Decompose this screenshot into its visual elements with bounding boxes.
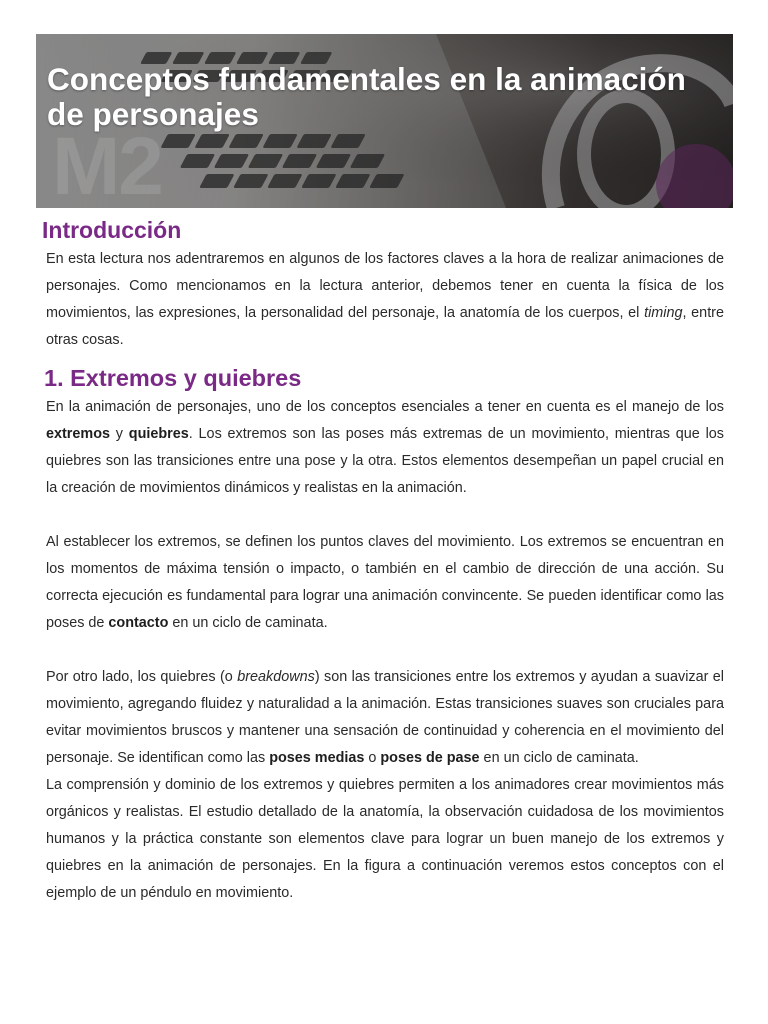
intro-text-a: En esta lectura nos adentraremos en algunos de los factores claves a la hora de realizar animaciones de personajes. Como mencionamos en la lectura anterior, debemos tener en cuenta la física de los movimientos, las expresiones, la personalidad del personaje, la anatomía de los cuerpos, el [46,251,724,321]
s1p3-text-a: Por otro lado, los quiebres (o [46,669,238,685]
term-poses-medias: poses medias [269,750,365,766]
page-title: Conceptos fundamentales en la animación de personajes [47,61,686,132]
header-banner [36,34,733,208]
term-breakdowns: breakdowns [237,669,315,685]
s1p1-text-b: . Los extremos son las poses más extremas de un movimiento, mientras que los quiebres son las transiciones entre una pose y la otra. Estos elementos desempeñan un papel crucial en la creación de movimientos dinámicos y realistas en la animación. [46,426,724,496]
term-contacto: contacto [108,615,169,631]
s1p3-text-o: o [364,750,381,766]
section-1-paragraph-4: La comprensión y dominio de los extremos y quiebres permiten a los animadores crear movimientos más orgánicos y realistas. El estudio detallado de la anatomía, la observación cuidadosa de los movimientos humanos y la práctica constante son elementos clave para lograr un buen manejo de los extremos y quiebres en la animación de personajes. En la figura a continuación veremos estos conceptos con el ejemplo de un péndulo en movimiento. [46,777,724,901]
s1p2-text-b: en un ciclo de caminata. [168,615,328,631]
intro-text-b: , entre otras cosas. [46,305,724,348]
term-extremos: extremos [46,426,110,442]
s1p2-text-a: Al establecer los extremos, se definen los puntos claves del movimiento. Los extremos se encuentran en los momentos de máxima tensión o impacto, o también en el cambio de dirección de una acción. Su correcta ejecución es fundamental para lograr una animación convincente. Se pueden identificar como las poses de [46,534,724,631]
s1p1-text-y: y [110,426,129,442]
module-badge: M2 [52,121,162,208]
article-body [42,214,725,907]
term-quiebres: quiebres [128,426,189,442]
section-1-heading: 1. Extremos y quiebres [44,365,302,391]
s1p3-text-b: ) son las transiciones entre los extremos y ayudan a suavizar el movimiento, agregando fluidez y naturalidad a la animación. Estas transiciones suaves son cruciales para evitar movimientos bruscos y mantener una sensación de continuidad y coherencia en el movimiento del personaje. Se identifican como las [46,669,725,766]
intro-paragraph [46,246,724,354]
term-poses-de-pase: poses de pase [380,750,480,766]
section-1-paragraph-3 [46,664,724,772]
intro-heading: Introducción [42,217,182,243]
s1p1-text-a: En la animación de personajes, uno de los conceptos esenciales a tener en cuenta es el manejo de los [46,399,724,415]
s1p3-text-c: en un ciclo de caminata. [479,750,639,766]
section-1-paragraph-2 [46,529,724,637]
section-1-paragraph-1 [46,394,724,502]
timing-term: timing [644,305,683,321]
